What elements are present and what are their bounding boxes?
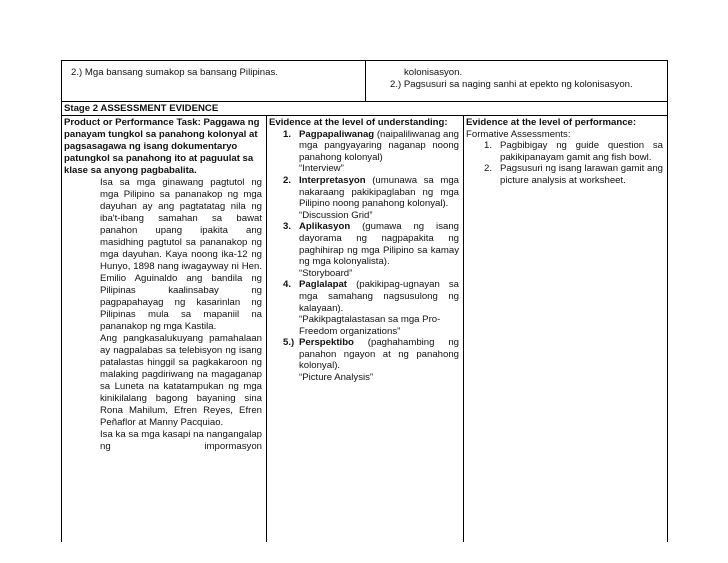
item-number: 1. xyxy=(283,128,292,140)
item-desc: (gumawa ng isang dayorama ng nagpapakita ng paghihirap ng mga Pilipino sa kamay ng mga kolonyalista). xyxy=(299,221,459,268)
item-number: 2. xyxy=(283,174,292,186)
item-term: Interpretasyon xyxy=(299,174,366,186)
formative-item xyxy=(466,163,667,186)
item-number: 1. xyxy=(484,140,493,152)
performance-cell xyxy=(464,116,667,542)
item-tool: “Discussion Grid” xyxy=(299,209,373,221)
performance-heading: Evidence at the level of performance: xyxy=(466,117,637,128)
understanding-item xyxy=(269,175,463,221)
item-tool: “Pakikpagtalastasan sa mga Pro-Freedom organizations” xyxy=(299,314,441,337)
item-term: Aplikasyon xyxy=(299,221,351,233)
item-term: Pagpapaliwanag xyxy=(299,128,375,140)
item-desc: (paghahambing ng panahon ngayon at ng panahong kolonyal). xyxy=(299,337,459,372)
item-number: 2. xyxy=(484,163,493,175)
top-right-item: 2.) Pagsusuri sa naging sanhi at epekto ng kolonisasyon. xyxy=(390,79,633,90)
formative-heading: Formative Assessments: xyxy=(466,128,571,140)
formative-list xyxy=(466,140,667,186)
item-term: Perspektibo xyxy=(299,337,354,349)
item-term: Paglalapat xyxy=(299,279,347,291)
item-desc: (pakikipag-ugnayan sa mga samahang nagsusulong ng kalayaan). xyxy=(299,279,459,314)
top-right-cell xyxy=(366,61,667,101)
performance-task-cell xyxy=(62,116,267,542)
performance-task-heading: Product or Performance Task: Paggawa ng panayam tungkol sa panahong kolonyal at pagsasagawa ng isang dokumentaryo patungkol sa panahong ito at paguulat sa klase sa anyong pagbabalita. xyxy=(64,117,260,176)
understanding-item xyxy=(269,221,463,279)
assessment-table xyxy=(61,60,668,542)
understanding-item xyxy=(269,279,463,337)
understanding-list xyxy=(269,129,463,384)
scenario-text xyxy=(100,177,266,453)
top-right-line1: kolonisasyon. xyxy=(404,67,463,78)
item-tool: “Storyboard” xyxy=(299,267,353,279)
top-left-cell xyxy=(62,61,366,101)
item-number: 4. xyxy=(283,279,292,291)
understanding-item xyxy=(269,129,463,175)
item-tool: “Interview” xyxy=(299,163,344,175)
top-row xyxy=(62,60,667,102)
item-number: 3. xyxy=(283,221,292,233)
scenario-paragraph-3: Isa ka sa mga kasapi na nangangalap ng impormasyon xyxy=(100,429,262,452)
scenario-paragraph-2: Ang pangkasalukuyang pamahalaan ay nagpalabas sa telebisyon ng isang patalastas hinggil sa pagkakaroon ng malaking pagdiriwang na magaganap sa Luneta na katatampukan ng mga kinikilalang bagong bayaning sina Rona Mahilum, Efren Reyes, Efren Peñaflor at Manny Pacquiao. xyxy=(100,333,262,428)
top-left-item: 2.) Mga bansang sumakop sa bansang Pilipinas. xyxy=(71,67,278,78)
understanding-item xyxy=(269,337,463,383)
item-desc: (umunawa sa mga nakaraang pakikipaglaban ng mga Pilipino noong panahong kolonyal). xyxy=(299,174,459,210)
item-text: Pagsusuri ng isang larawan gamit ang picture analysis at worksheet. xyxy=(500,163,663,186)
item-desc: (naipaliliwanag ang mga pangyayaring naganap noong panahong kolonyal) xyxy=(299,128,459,163)
understanding-cell xyxy=(267,116,464,542)
formative-item xyxy=(466,140,667,163)
stage-title: Stage 2 ASSESSMENT EVIDENCE xyxy=(62,102,667,116)
evidence-row xyxy=(62,116,667,542)
item-number: 5.) xyxy=(283,337,295,349)
item-tool: “Picture Analysis” xyxy=(299,372,374,384)
item-text: Pagbibigay ng guide question sa pakikipanayam gamit ang fish bowl. xyxy=(500,140,663,163)
understanding-heading: Evidence at the level of understanding: xyxy=(269,117,448,128)
scenario-paragraph-1: Isa sa mga ginawang pagtutol ng mga Pilipino sa pananakop ng mga dayuhan ay ang pagtatatag nila ng iba't-ibang samahan sa bawat panahon upang ipakita ang masidhing pagtutol sa pananakop ng mga dayuhan. Kaya noong ika-12 ng Hunyo, 1898 nang iwagayway ni Hen. Emilio Aguinaldo ang bandila ng Pilipinas kaalinsabay ng pagpapahayag ng kasarinlan ng Pilipinas mula sa mapaniil na pananakop ng mga Kastila. xyxy=(100,177,262,332)
